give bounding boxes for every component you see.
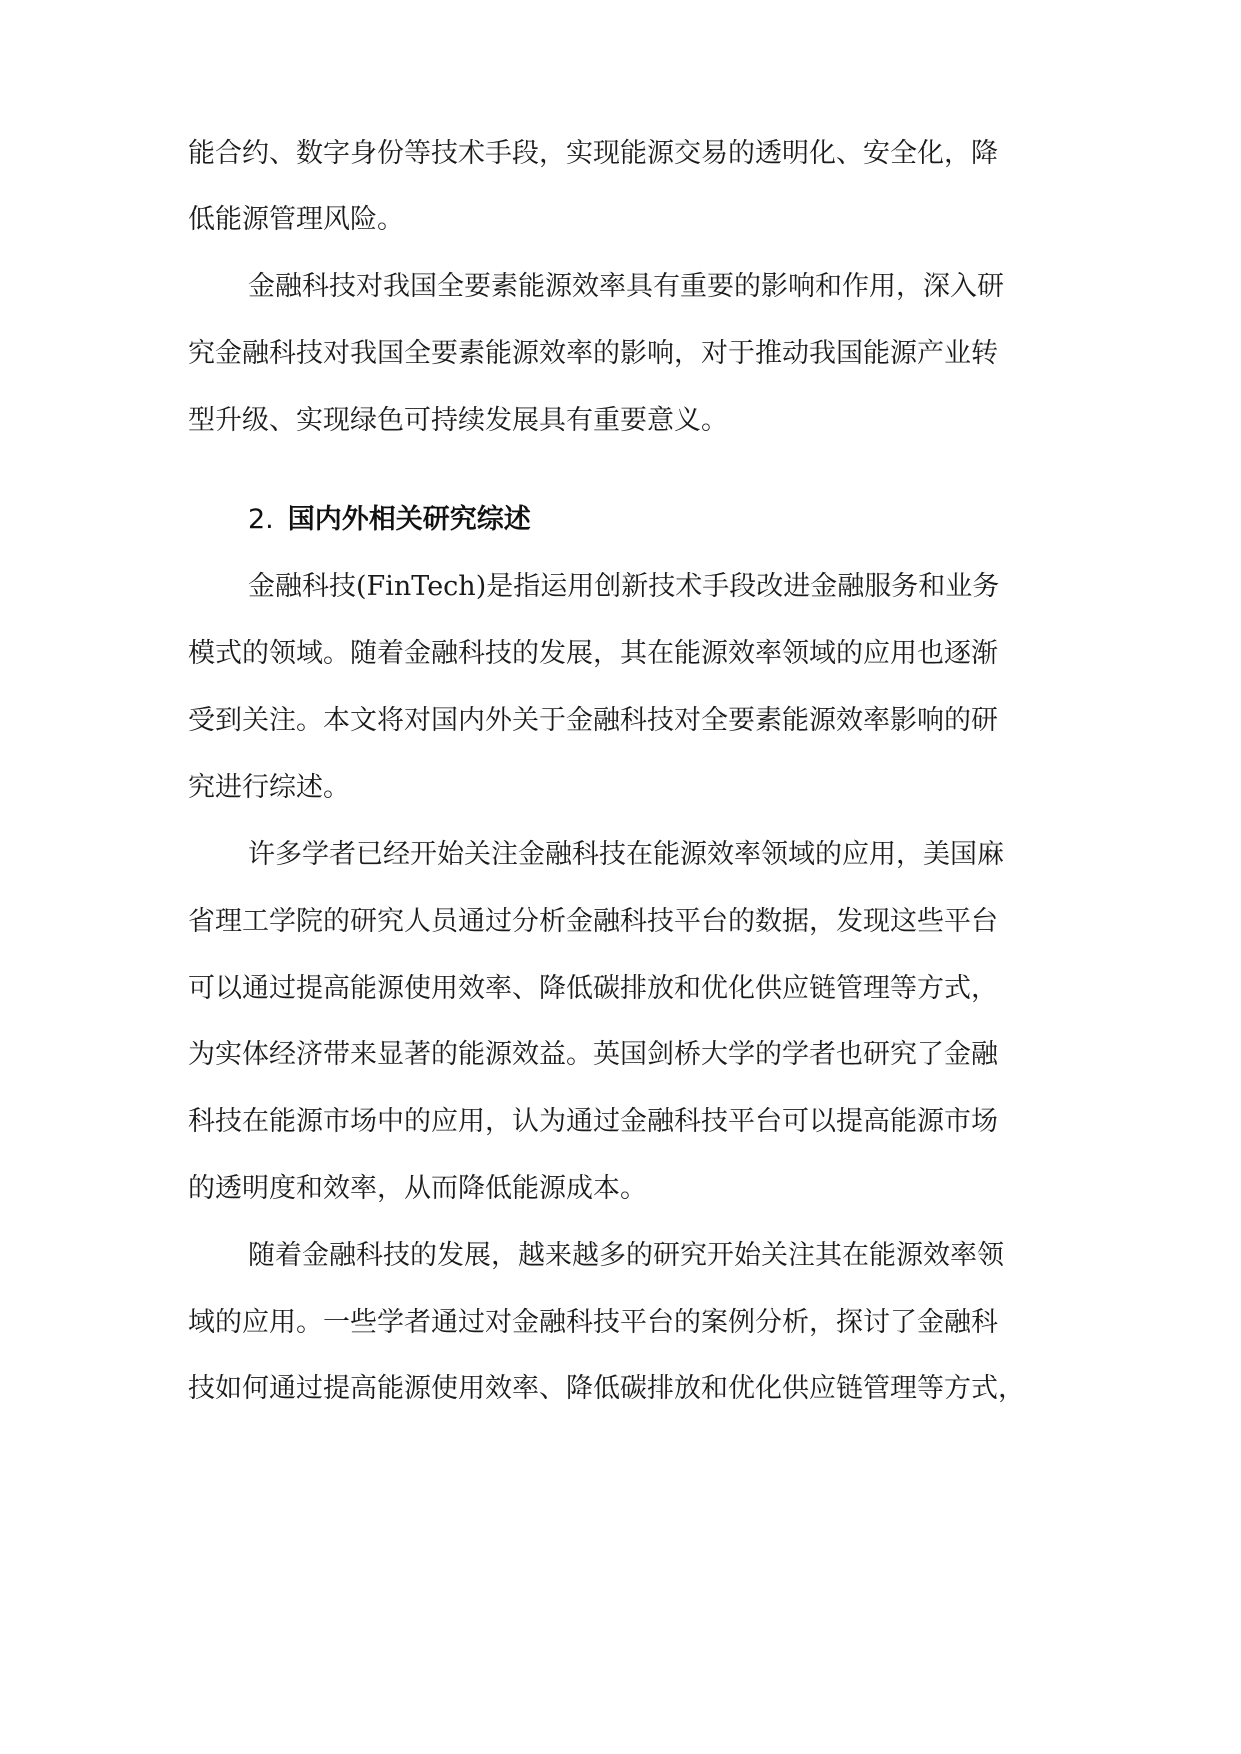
- paragraph-4-line-6: 的透明度和效率，从而降低能源成本。: [188, 1173, 647, 1204]
- paragraph-3-line-4: 究进行综述。: [188, 772, 350, 803]
- paragraph-4-line-4: 为实体经济带来显著的能源效益。英国剑桥大学的学者也研究了金融: [188, 1039, 998, 1070]
- paragraph-5-line-2: 域的应用。一些学者通过对金融科技平台的案例分析，探讨了金融科: [188, 1307, 998, 1338]
- paragraph-1-line-2: 低能源管理风险。: [188, 204, 404, 235]
- paragraph-2-line-1: 金融科技对我国全要素能源效率具有重要的影响和作用，深入研: [248, 271, 1004, 302]
- paragraph-3-line-2: 模式的领域。随着金融科技的发展，其在能源效率领域的应用也逐渐: [188, 638, 998, 669]
- paragraph-2-line-3: 型升级、实现绿色可持续发展具有重要意义。: [188, 405, 728, 436]
- paragraph-4-line-5: 科技在能源市场中的应用，认为通过金融科技平台可以提高能源市场: [188, 1106, 998, 1137]
- paragraph-1-line-1: 能合约、数字身份等技术手段，实现能源交易的透明化、安全化，降: [188, 138, 998, 169]
- section-number: 2.: [248, 504, 274, 535]
- paragraph-4-line-1: 许多学者已经开始关注金融科技在能源效率领域的应用，美国麻: [248, 839, 1004, 870]
- paragraph-3-line-1: 金融科技(FinTech)是指运用创新技术手段改进金融服务和业务: [248, 571, 1000, 602]
- section-heading: [248, 500, 1048, 540]
- section-title: 国内外相关研究综述: [287, 504, 531, 535]
- paragraph-2-line-2: 究金融科技对我国全要素能源效率的影响，对于推动我国能源产业转: [188, 338, 998, 369]
- paragraph-5-line-1: 随着金融科技的发展，越来越多的研究开始关注其在能源效率领: [248, 1240, 1004, 1271]
- paragraph-4-line-2: 省理工学院的研究人员通过分析金融科技平台的数据，发现这些平台: [188, 906, 998, 937]
- paragraph-3-line-3: 受到关注。本文将对国内外关于金融科技对全要素能源效率影响的研: [188, 705, 998, 736]
- paragraph-5-line-3: 技如何通过提高能源使用效率、降低碳排放和优化供应链管理等方式，: [188, 1373, 1025, 1404]
- paragraph-4-line-3: 可以通过提高能源使用效率、降低碳排放和优化供应链管理等方式，: [188, 973, 998, 1004]
